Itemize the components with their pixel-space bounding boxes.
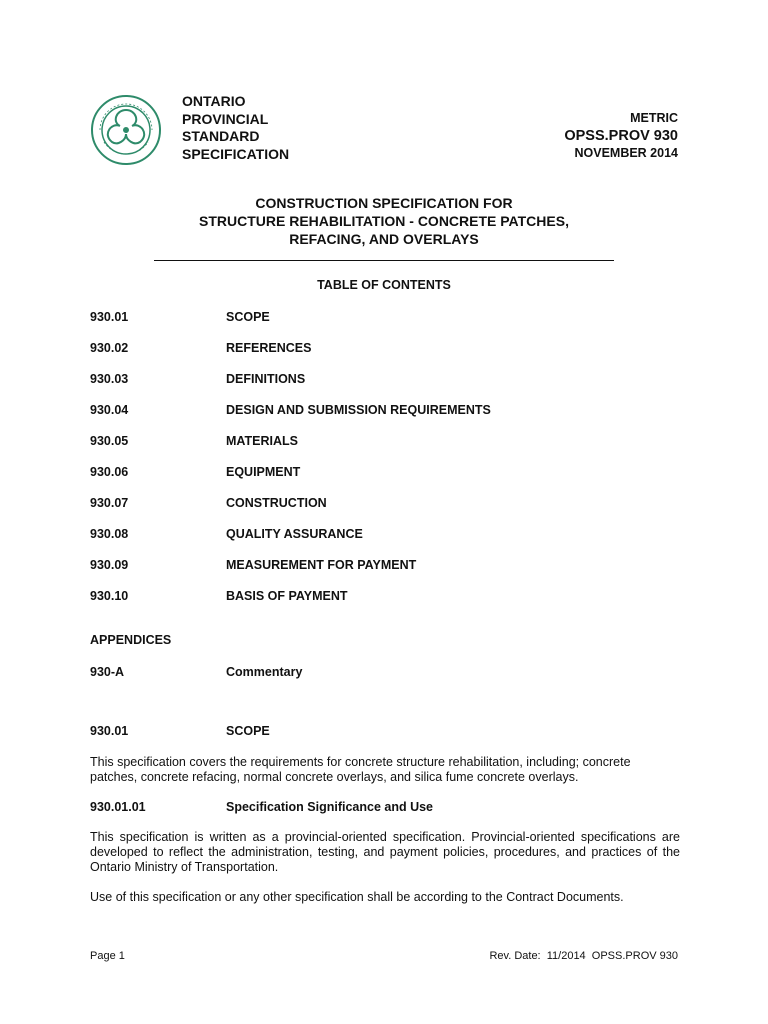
toc-item-number: 930.03: [90, 372, 129, 386]
toc-item-number: 930.05: [90, 434, 129, 448]
toc-item-label: CONSTRUCTION: [226, 496, 327, 510]
significance-paragraph: This specification is written as a provincial-oriented specification. Provincial-oriented specifications are developed to reflect the administration, testing, and payment policies, procedures, and practices of the Ontario Ministry of Transportation.: [90, 830, 680, 874]
document-title: [90, 194, 678, 248]
document-number: OPSS.PROV 930: [564, 128, 678, 144]
subsection-title: Specification Significance and Use: [226, 800, 434, 814]
ontario-standards-seal-icon: [90, 94, 162, 166]
document-date: NOVEMBER 2014: [574, 146, 678, 160]
organization-name: [182, 93, 289, 163]
toc-item-label: MEASUREMENT FOR PAYMENT: [226, 558, 417, 572]
toc-item-number: 930.01: [90, 310, 129, 324]
org-line: PROVINCIAL: [182, 110, 269, 127]
toc-item-label: DESIGN AND SUBMISSION REQUIREMENTS: [226, 403, 491, 417]
org-line: ONTARIO: [182, 93, 246, 109]
toc-item-number: 930.02: [90, 341, 129, 355]
use-paragraph: Use of this specification or any other specification shall be according to the Contract Documents.: [90, 890, 624, 904]
title-divider: [154, 260, 614, 261]
toc-item-number: 930.04: [90, 403, 129, 417]
toc-item-label: SCOPE: [226, 310, 270, 324]
org-line: SPECIFICATION: [182, 145, 290, 162]
title-line: CONSTRUCTION SPECIFICATION FOR: [255, 195, 513, 211]
appendix-number: 930-A: [90, 665, 125, 679]
toc-item-label: DEFINITIONS: [226, 372, 306, 386]
section-title: SCOPE: [226, 724, 270, 738]
toc-item-number: 930.06: [90, 465, 129, 479]
toc-item-label: QUALITY ASSURANCE: [226, 527, 363, 541]
page-number: Page 1: [90, 950, 125, 962]
toc-item-label: MATERIALS: [226, 434, 298, 448]
section-number: 930.01: [90, 724, 129, 738]
title-line: STRUCTURE REHABILITATION - CONCRETE PATCHES,: [199, 213, 569, 229]
appendix-label: Commentary: [226, 665, 303, 679]
revision-date: Rev. Date: 11/2014 OPSS.PROV 930: [489, 950, 678, 962]
toc-item-label: EQUIPMENT: [226, 465, 301, 479]
toc-item-number: 930.08: [90, 527, 129, 541]
toc-heading: TABLE OF CONTENTS: [317, 278, 451, 292]
toc-item-number: 930.10: [90, 589, 129, 603]
toc-item-number: 930.07: [90, 496, 129, 510]
metric-label: METRIC: [630, 111, 678, 125]
document-identifier: [564, 110, 678, 161]
subsection-number: 930.01.01: [90, 800, 146, 814]
org-line: STANDARD: [182, 128, 260, 144]
toc-item-label: REFERENCES: [226, 341, 312, 355]
title-line: REFACING, AND OVERLAYS: [289, 231, 479, 247]
scope-paragraph: This specification covers the requirements for concrete structure rehabilitation, including; concrete patches, concrete refacing, normal concrete overlays, and silica fume concrete overlays.: [90, 755, 631, 784]
toc-item-number: 930.09: [90, 558, 129, 572]
appendices-heading: APPENDICES: [90, 633, 172, 647]
toc-item-label: BASIS OF PAYMENT: [226, 589, 348, 603]
